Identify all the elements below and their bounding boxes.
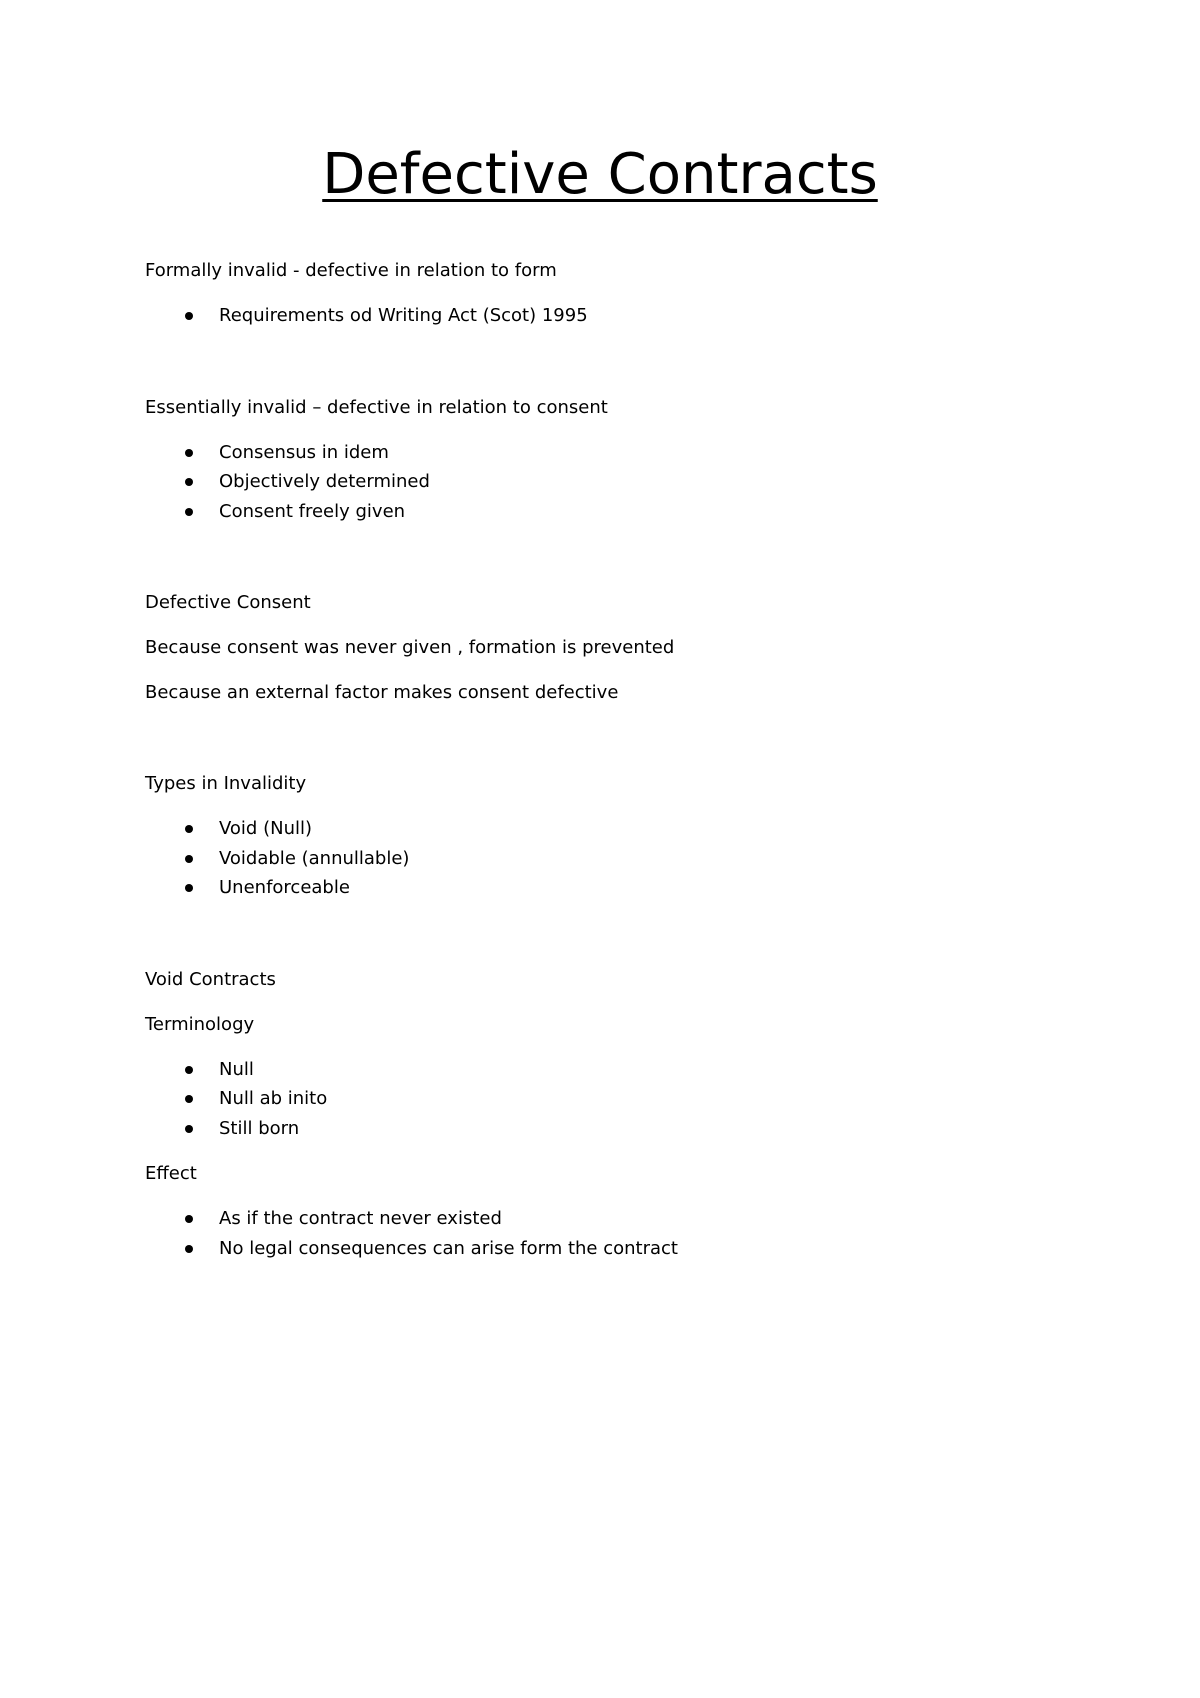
list-item [145,1234,1125,1264]
bullet-icon [185,1095,193,1103]
list-item-text: Consensus in idem [219,441,389,463]
list-item-text: Unenforceable [219,877,350,898]
list-item [145,873,1125,903]
spacer [145,723,1125,769]
section-heading-essentially-invalid: Essentially invalid – defective in relation to consent [145,396,608,418]
bullet-list-form [145,301,1125,331]
list-item-text: Null [219,1058,254,1080]
subheading-effect: Effect [145,1163,197,1184]
bullet-icon [185,508,193,516]
list-item [145,1114,1125,1144]
list-item-text: Objectively determined [219,471,430,492]
list-item-text: Still born [219,1117,300,1139]
bullet-icon [185,478,193,486]
list-item [145,497,1125,527]
bullet-icon [185,825,193,833]
section-heading-void-contracts: Void Contracts [145,968,276,990]
bullet-icon [185,855,193,863]
list-item-text: Consent freely given [219,500,406,522]
bullet-icon [185,449,193,457]
list-item [145,1204,1125,1234]
bullet-icon [185,1125,193,1133]
paragraph-line: Because consent was never given , formation is prevented [145,637,675,658]
bullet-list-terminology [145,1055,1125,1144]
list-item [145,844,1125,874]
bullet-list-consent [145,438,1125,527]
bullet-icon [185,1215,193,1223]
list-item [145,1084,1125,1114]
bullet-list-types [145,814,1125,903]
list-item [145,814,1125,844]
paragraph-line: Because an external factor makes consent defective [145,682,619,703]
list-item-text: No legal consequences can arise form the contract [219,1237,678,1259]
bullet-icon [185,884,193,892]
bullet-list-effect [145,1204,1125,1263]
section-heading-types-in-invalidity: Types in Invalidity [145,773,307,794]
list-item-text: Void (Null) [219,818,312,839]
list-item-text: Voidable (annullable) [219,847,410,869]
section-heading-formally-invalid: Formally invalid - defective in relation to form [145,260,557,281]
list-item [145,438,1125,468]
spacer [145,542,1125,588]
subheading-terminology: Terminology [145,1013,255,1035]
list-item-text: Null ab inito [219,1088,328,1109]
spacer [145,347,1125,393]
list-item-text: Requirements od Writing Act (Scot) 1995 [219,305,588,326]
list-item-text: As if the contract never existed [219,1208,502,1229]
bullet-icon [185,312,193,320]
list-item [145,301,1125,331]
bullet-icon [185,1066,193,1074]
list-item [145,467,1125,497]
list-item [145,1055,1125,1085]
section-heading-defective-consent: Defective Consent [145,592,311,613]
document-body [145,256,1125,1279]
spacer [145,919,1125,965]
bullet-icon [185,1245,193,1253]
document-title: Defective Contracts [322,142,878,207]
